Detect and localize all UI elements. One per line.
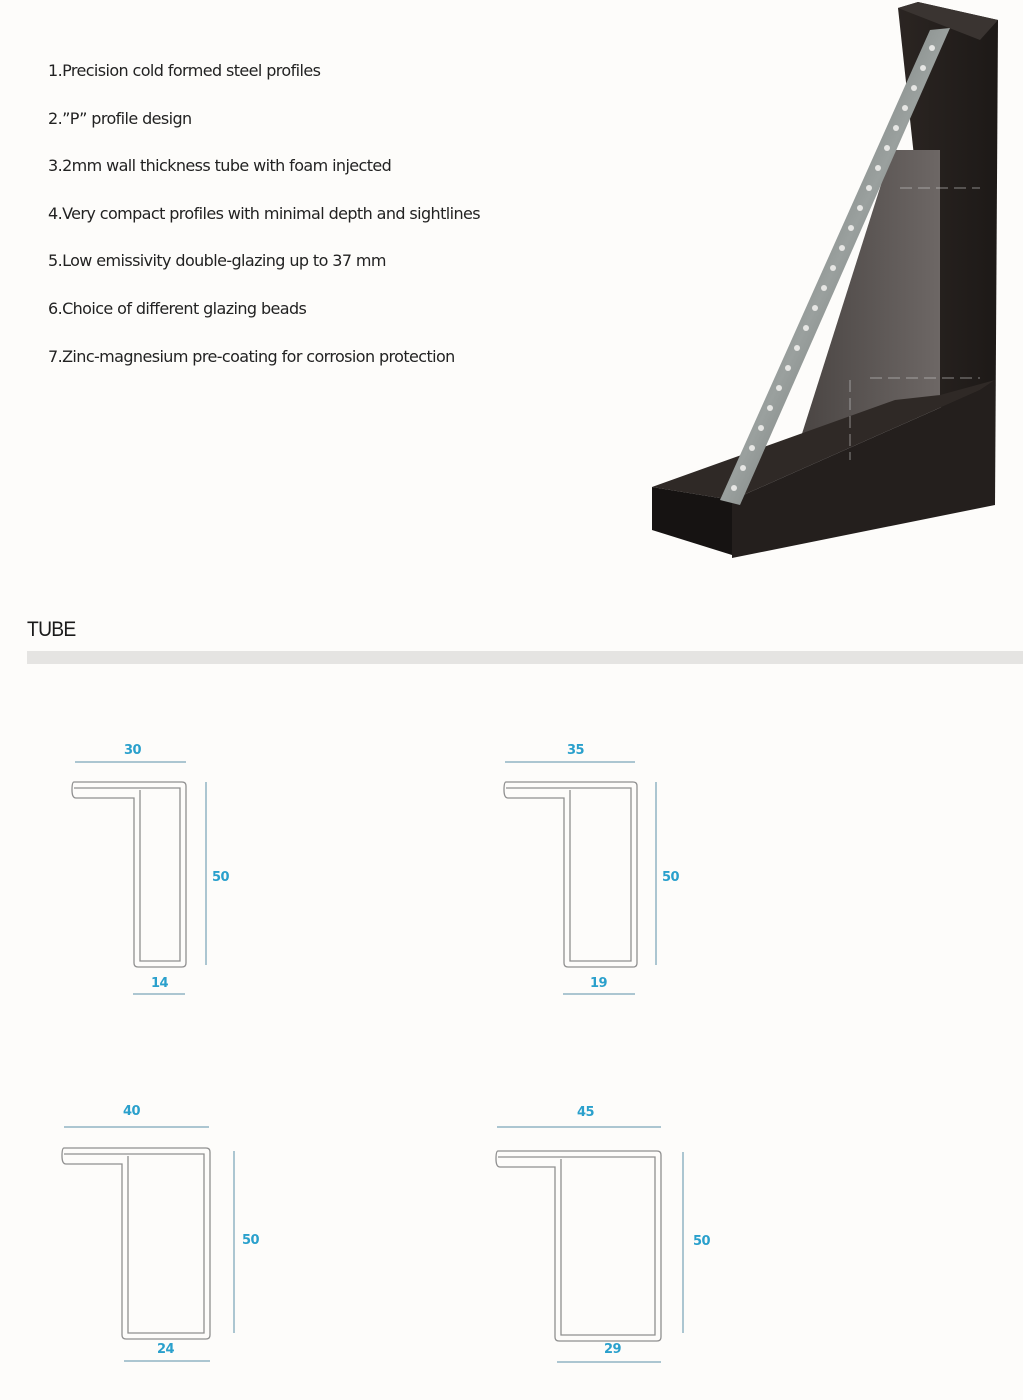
- dimension-height: 50: [662, 870, 680, 885]
- dimension-inner: 29: [604, 1342, 622, 1357]
- feature-list: [48, 56, 480, 389]
- dimension-height: 50: [242, 1233, 260, 1248]
- dimension-width: 30: [124, 743, 142, 758]
- dimension-height: 50: [693, 1234, 711, 1249]
- feature-item: 7.Zinc-magnesium pre-coating for corrosion protection: [48, 346, 455, 366]
- feature-item: 4.Very compact profiles with minimal depth and sightlines: [48, 203, 480, 223]
- steel-window-corner-section-image: [640, 0, 1023, 570]
- tube-profile-30: [60, 740, 240, 1010]
- dimension-inner: 19: [590, 976, 608, 991]
- dimension-width: 35: [567, 743, 585, 758]
- dimension-height: 50: [212, 870, 230, 885]
- dimension-inner: 14: [151, 976, 169, 991]
- section-title: TUBE: [27, 618, 76, 641]
- dimension-width: 45: [577, 1105, 595, 1120]
- section-divider-bar: [27, 651, 1023, 664]
- feature-item: 2.”P” profile design: [48, 108, 192, 128]
- feature-item: 6.Choice of different glazing beads: [48, 298, 307, 318]
- dimension-inner: 24: [157, 1342, 175, 1357]
- tube-profile-40: [50, 1100, 270, 1370]
- feature-item: 5.Low emissivity double-glazing up to 37 mm: [48, 251, 386, 271]
- feature-item: 3.2mm wall thickness tube with foam injected: [48, 156, 392, 176]
- feature-item: 1.Precision cold formed steel profiles: [48, 61, 321, 80]
- tube-profile-35: [500, 740, 700, 1010]
- dimension-width: 40: [123, 1104, 141, 1119]
- tube-profile-45: [490, 1100, 710, 1370]
